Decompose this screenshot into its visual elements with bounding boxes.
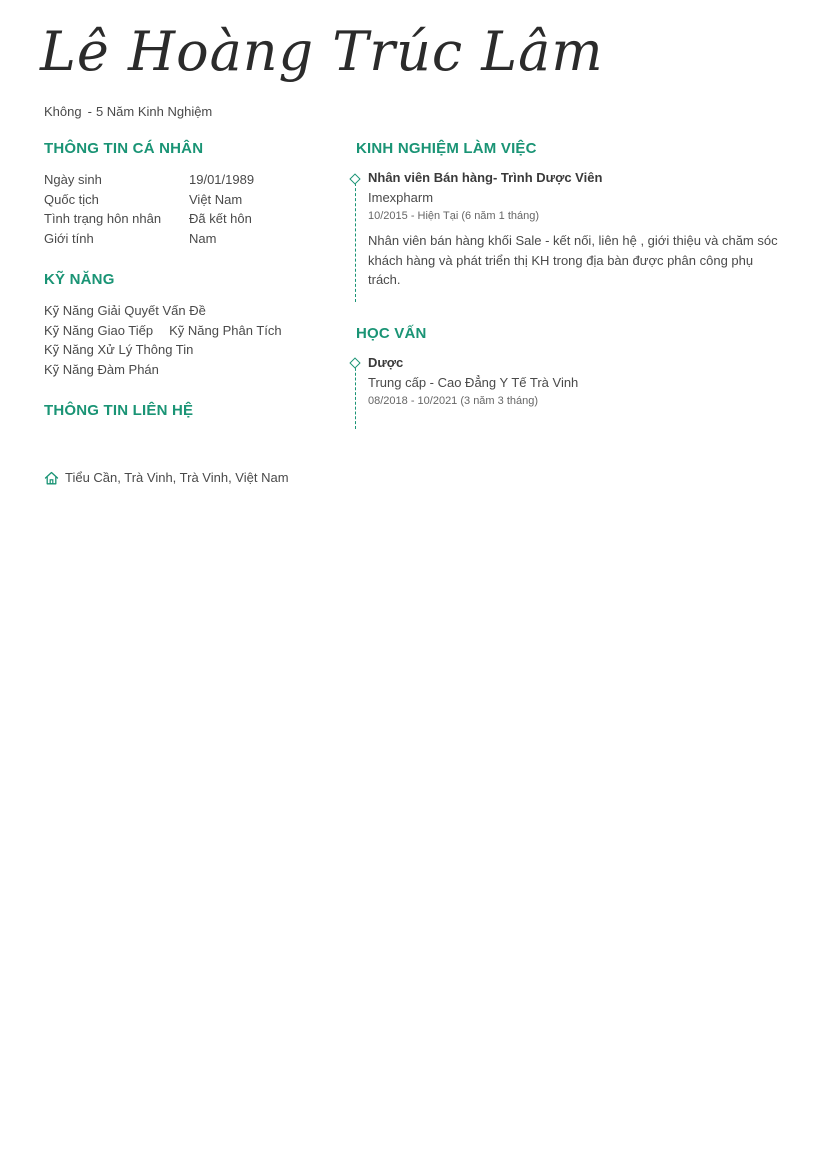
timeline-dot (349, 173, 360, 184)
cv-subtitle: Không - 5 Năm Kinh Nghiệm (44, 104, 213, 119)
timeline-line (355, 178, 356, 302)
skill-item: Kỹ Năng Giao Tiếp (44, 322, 154, 338)
personal-info-table (44, 170, 254, 248)
skills-list (44, 301, 324, 379)
info-value: Việt Nam (189, 191, 243, 207)
education-timeline (355, 355, 787, 429)
skill-item: Kỹ Năng Giải Quyết Vấn Đề (44, 303, 206, 318)
skill-item: Kỹ Năng Xử Lý Thông Tin (44, 342, 194, 357)
contact-title: THÔNG TIN LIÊN HỆ (44, 402, 194, 419)
info-label: Quốc tịch (44, 191, 99, 207)
experience-title: KINH NGHIỆM LÀM VIỆC (356, 140, 537, 157)
skill-line (44, 340, 324, 360)
home-icon (44, 471, 59, 485)
info-label: Tình trạng hôn nhân (44, 211, 162, 226)
info-row-nationality (44, 190, 254, 210)
education-item (368, 353, 787, 410)
address-text: Tiểu Cần, Trà Vinh, Trà Vinh, Việt Nam (65, 470, 289, 485)
education-major: Dược (368, 355, 404, 370)
info-value: Đã kết hôn (189, 211, 252, 226)
cv-name: Lê Hoàng Trúc Lâm (40, 20, 604, 83)
company-name: Imexpharm (368, 190, 434, 205)
info-label: Giới tính (44, 230, 94, 246)
info-row-gender (44, 229, 254, 249)
contact-address (44, 470, 289, 485)
education-title: HỌC VẤN (356, 325, 427, 342)
years-experience: 5 Năm Kinh Nghiệm (95, 104, 213, 119)
timeline-line (355, 363, 356, 429)
info-value: Nam (189, 230, 217, 246)
desired-position: Không (44, 104, 82, 119)
skill-item: Kỹ Năng Phân Tích (169, 322, 282, 338)
experience-item (368, 168, 787, 290)
school-name: Trung cấp - Cao Đẳng Y Tế Trà Vinh (368, 375, 579, 390)
personal-info-title: THÔNG TIN CÁ NHÂN (44, 140, 204, 157)
experience-timeline (355, 170, 787, 302)
skills-title: KỸ NĂNG (44, 271, 115, 288)
education-period: 08/2018 - 10/2021 (3 năm 3 tháng) (368, 395, 539, 407)
info-row-marital-status (44, 209, 254, 229)
job-period: 10/2015 - Hiện Tại (6 năm 1 tháng) (368, 210, 540, 222)
skill-line (44, 321, 324, 341)
skill-line (44, 360, 324, 380)
info-label: Ngày sinh (44, 172, 102, 187)
skill-line (44, 301, 324, 321)
skill-item: Kỹ Năng Đàm Phán (44, 361, 159, 377)
info-value: 19/01/1989 (189, 172, 255, 187)
job-position: Nhân viên Bán hàng- Trình Dược Viên (368, 170, 603, 185)
timeline-dot (349, 357, 360, 368)
info-row-birthdate (44, 170, 254, 190)
job-description: Nhân viên bán hàng khối Sale - kết nối, liên hệ , giới thiệu và chăm sóc khách hàng và phát triển thị KH trong địa bàn được phân công phụ trách. (368, 233, 778, 287)
